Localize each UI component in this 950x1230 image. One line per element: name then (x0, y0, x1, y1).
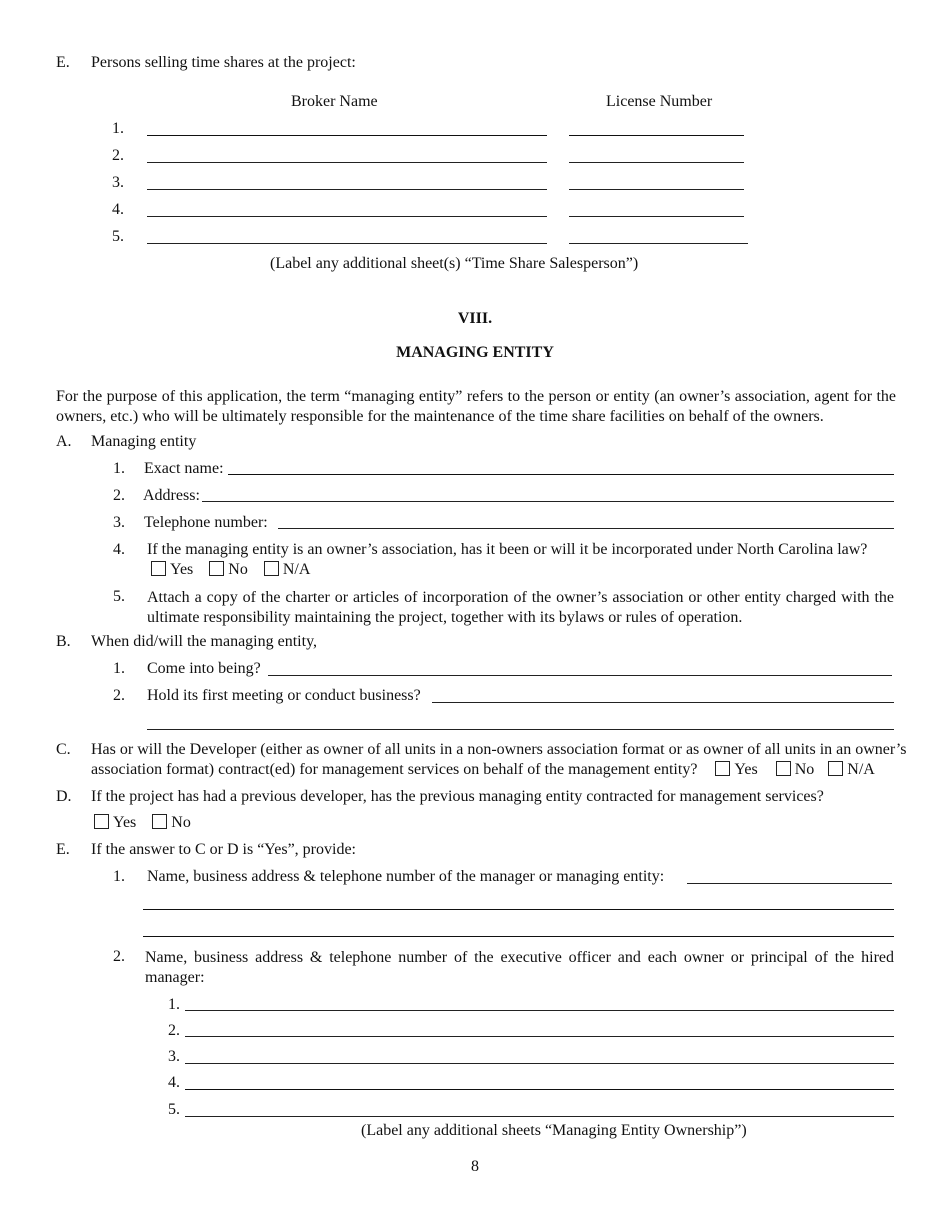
telephone-label: Telephone number: (144, 514, 268, 531)
broker-row-label: 1. (112, 120, 124, 137)
management-contract-no-checkbox[interactable] (776, 761, 791, 776)
broker-row-label: 5. (112, 228, 124, 245)
manager-info-field-line3[interactable] (143, 936, 894, 937)
part-d-letter: D. (56, 788, 72, 805)
part-b-text: When did/will the managing entity, (91, 633, 318, 650)
previous-developer-no-checkbox[interactable] (152, 814, 167, 829)
first-meeting-field[interactable] (432, 702, 894, 703)
broker-row-label: 3. (112, 174, 124, 191)
officers-owners-label: Name, business address & telephone number of the executive officer and each owner or principal of the hired manager: (145, 949, 894, 986)
manager-info-field[interactable] (687, 883, 892, 884)
checkbox-label: Yes (734, 761, 758, 778)
manager-info-field-line2[interactable] (143, 909, 894, 910)
management-contract-na-checkbox[interactable] (828, 761, 843, 776)
previous-developer-yes-checkbox[interactable] (94, 814, 109, 829)
managing-entity-ownership-note: (Label any additional sheets “Managing Entity Ownership”) (361, 1122, 747, 1139)
license-number-field-5[interactable] (569, 243, 748, 244)
part-c-letter: C. (56, 741, 71, 758)
incorporated-na-checkbox[interactable] (264, 561, 279, 576)
item-number: 2. (113, 687, 125, 704)
owner-row-label: 4. (168, 1074, 180, 1091)
section-title: MANAGING ENTITY (396, 344, 554, 361)
checkbox-label: N/A (282, 561, 311, 578)
license-number-field-3[interactable] (569, 189, 744, 190)
item-number: 5. (113, 588, 125, 605)
first-meeting-label: Hold its first meeting or conduct business? (147, 687, 421, 704)
incorporated-no-checkbox[interactable] (209, 561, 224, 576)
license-number-field-1[interactable] (569, 135, 744, 136)
come-into-being-field[interactable] (268, 675, 892, 676)
owner-field-2[interactable] (185, 1036, 894, 1037)
section-numeral: VIII. (457, 310, 493, 327)
item-number: 2. (113, 948, 125, 965)
management-contract-yes-checkbox[interactable] (715, 761, 730, 776)
broker-name-header: Broker Name (291, 93, 378, 110)
part-a-text: Managing entity (91, 433, 197, 450)
broker-name-field-2[interactable] (147, 162, 547, 163)
part-e-letter: E. (56, 841, 70, 858)
license-number-field-4[interactable] (569, 216, 744, 217)
broker-name-field-1[interactable] (147, 135, 547, 136)
owner-row-label: 3. (168, 1048, 180, 1065)
license-number-field-2[interactable] (569, 162, 744, 163)
item-number: 1. (113, 660, 125, 677)
part-a-letter: A. (56, 433, 72, 450)
part-d-text: If the project has had a previous developer, has the previous managing entity contracted for management services? (91, 788, 824, 805)
broker-row-label: 4. (112, 201, 124, 218)
broker-name-field-5[interactable] (147, 243, 547, 244)
owner-row-label: 1. (168, 996, 180, 1013)
broker-name-field-4[interactable] (147, 216, 547, 217)
manager-info-label: Name, business address & telephone number of the manager or managing entity: (147, 868, 665, 885)
checkbox-label: Yes (113, 814, 137, 831)
item-number: 3. (113, 514, 125, 531)
broker-row-label: 2. (112, 147, 124, 164)
exact-name-field[interactable] (228, 474, 894, 475)
checkbox-label: Yes (170, 561, 194, 578)
owner-field-1[interactable] (185, 1010, 894, 1011)
page-number: 8 (471, 1158, 479, 1175)
owner-field-5[interactable] (185, 1116, 894, 1117)
owner-row-label: 5. (168, 1101, 180, 1118)
broker-name-field-3[interactable] (147, 189, 547, 190)
incorporation-question: If the managing entity is an owner’s association, has it been or will it be incorporated under North Carolina law? (147, 541, 868, 558)
checkbox-label: No (794, 761, 815, 778)
incorporated-yes-checkbox[interactable] (151, 561, 166, 576)
first-meeting-field-continued[interactable] (147, 729, 894, 730)
item-number: 4. (113, 541, 125, 558)
part-e-text: If the answer to C or D is “Yes”, provide: (91, 841, 356, 858)
attach-charter-instructions: Attach a copy of the charter or articles of incorporation of the owner’s association or other entity charged with the ultimate responsibility maintaining the project, together with its bylaws or rules of operation. (147, 589, 894, 626)
time-share-salesperson-note: (Label any additional sheet(s) “Time Share Salesperson”) (270, 255, 639, 272)
item-number: 1. (113, 460, 125, 477)
part-c-text-line2: association format) contract(ed) for management services on behalf of the management entity? (91, 761, 698, 778)
checkbox-label: No (228, 561, 248, 578)
come-into-being-label: Come into being? (147, 660, 261, 677)
exact-name-label: Exact name: (144, 460, 224, 477)
checkbox-label: N/A (847, 761, 875, 778)
owner-field-3[interactable] (185, 1063, 894, 1064)
part-c-text-line1: Has or will the Developer (either as owner of all units in a non-owners association format or as owner of all units in an owner’s (91, 741, 907, 758)
telephone-field[interactable] (278, 528, 894, 529)
owner-row-label: 2. (168, 1022, 180, 1039)
address-label: Address: (143, 487, 200, 504)
section-e-text: Persons selling time shares at the project: (91, 54, 356, 71)
item-number: 1. (113, 868, 125, 885)
checkbox-label: No (171, 814, 191, 831)
license-number-header: License Number (606, 93, 713, 110)
item-number: 2. (113, 487, 125, 504)
section-e-letter: E. (56, 54, 70, 71)
address-field[interactable] (202, 501, 894, 502)
section-intro-paragraph: For the purpose of this application, the term “managing entity” refers to the person or entity (an owner’s association, agent for the owners, etc.) who will be ultimately responsible for the maintenance of the time share facilities on behalf of the owners. (56, 388, 896, 425)
owner-field-4[interactable] (185, 1089, 894, 1090)
part-b-letter: B. (56, 633, 71, 650)
